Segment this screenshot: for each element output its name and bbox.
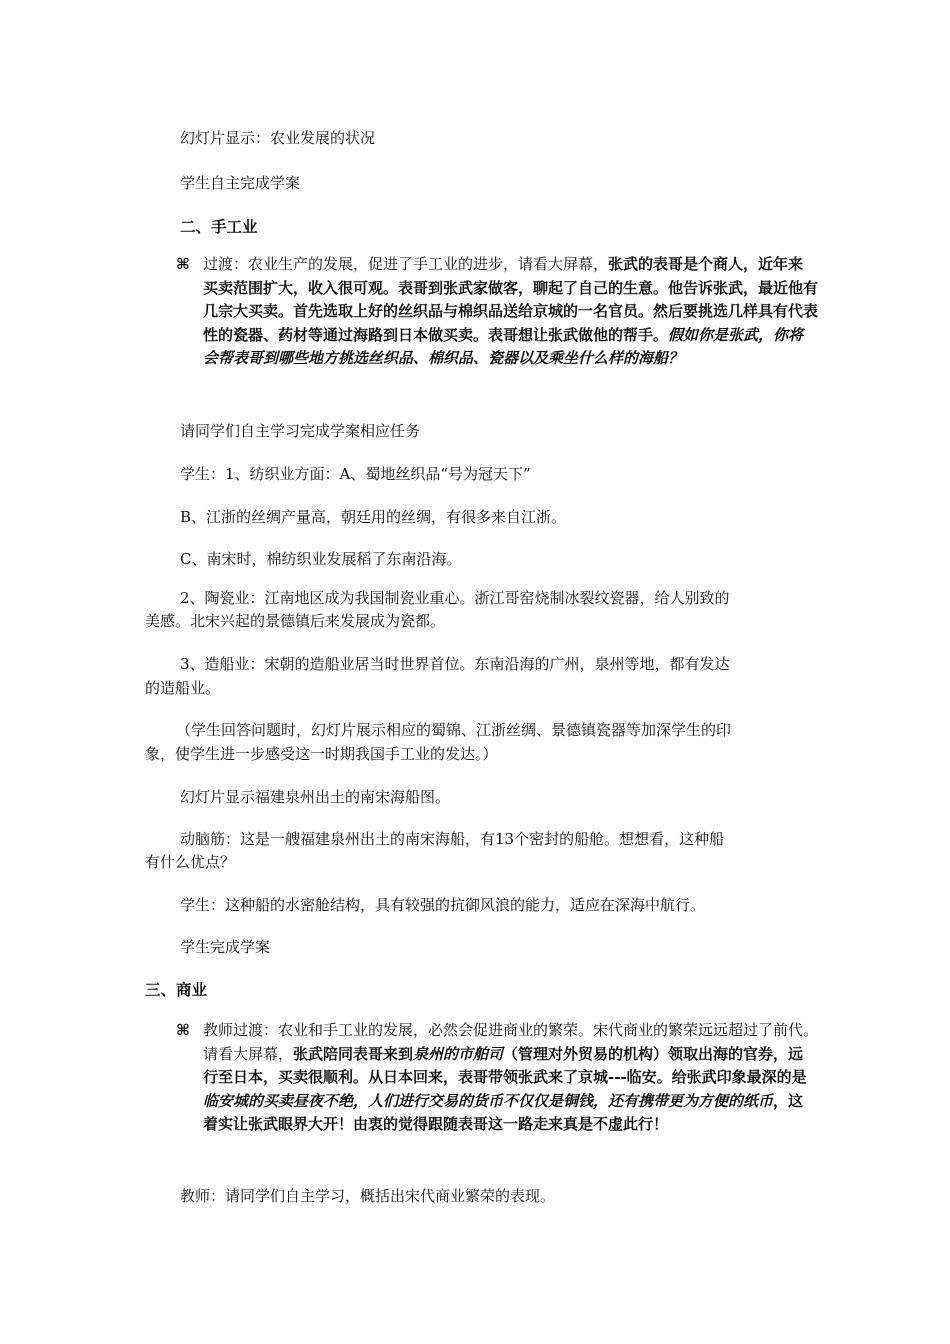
section-heading-commerce: 三、商业	[145, 980, 208, 999]
brainstorm-line-1: 动脑筋：这是一艘福建泉州出土的南宋海船，有13个密封的船舱。想想看，这种船	[180, 830, 725, 848]
transition-intro: 过渡：农业生产的发展，促进了手工业的进步，请看大屏幕，	[203, 255, 609, 273]
note-line-1: （学生回答问题时，幻灯片展示相应的蜀锦、江浙丝绸、景德镇瓷器等加深学生的印	[176, 721, 732, 739]
student-answer-line: 学生：这种船的水密舱结构，具有较强的抗御风浪的能力，适应在深海中航行。	[180, 896, 706, 914]
task-line: 请同学们自主学习完成学案相应任务	[180, 422, 421, 440]
shipbuilding-line-1: 3、造船业：宋朝的造船业居当时世界首位。东南沿海的广州，泉州等地，都有发达	[180, 655, 730, 673]
note-line-2: 象，使学生进一步感受这一时期我国手工业的发达。）	[145, 745, 498, 763]
commerce-bold-2: （管理对外贸易的机构）领取出海的官券，远行至日本，买卖很顺利。从日本回来，表哥带领张武来了京城---临安。给张武印象最深的是	[203, 1044, 807, 1086]
textile-c-line: C、南宋时，棉纺织业发展稻了东南沿海。	[180, 550, 462, 568]
slide-ship-line: 幻灯片显示福建泉州出土的南宋海船图。	[180, 788, 451, 806]
teacher-task-line: 教师：请同学们自主学习，概括出宋代商业繁荣的表现。	[180, 1187, 556, 1205]
transition-paragraph-commerce	[203, 1019, 818, 1137]
story-bold: 张武的表哥是个商人，近年来买卖范围扩大，收入很可观。表哥到张武家做客，聊起了自己的生意。他告诉张武，最近他有几宗大买卖。首先选取上好的丝织品与棉织品送给京城的一名官员。然后要挑选几样具有代表性的瓷器、药材等通过海路到日本做买卖。表哥想让张武做他的帮手。	[203, 255, 819, 344]
commerce-bold-3: ，这着实让张武眼界大开！由衷的觉得跟随表哥这一路走来真是不虚此行！	[203, 1091, 804, 1133]
transition-paragraph-handicraft	[203, 253, 818, 371]
complete-study-line: 学生完成学案	[180, 938, 271, 956]
textile-a-line: 学生：1、纺织业方面：A、蜀地丝织品“号为冠天下”	[180, 465, 531, 483]
shipbuilding-line-2: 的造船业。	[145, 679, 221, 697]
bullet-icon: ⌘	[176, 1021, 190, 1039]
commerce-bold-1: 张武陪同表哥来到	[293, 1044, 414, 1063]
textile-b-line: B、江浙的丝绸产量高，朝廷用的丝绸，有很多来自江浙。	[180, 508, 567, 526]
commerce-italic-1: 泉州的市舶司	[413, 1044, 504, 1063]
commerce-intro: 教师过渡：农业和手工业的发展，必然会促进商业的繁荣。宋代商业的繁荣远远超过了前代。请看大屏幕，	[203, 1021, 819, 1063]
section-heading-handicraft: 二、手工业	[180, 217, 258, 236]
commerce-italic-2: 临安城的买卖昼夜不绝，人们进行交易的货币不仅仅是铜钱，还有携带更为方便的纸币	[203, 1091, 774, 1110]
ceramics-line-1: 2、陶瓷业：江南地区成为我国制瓷业重心。浙江哥窑烧制冰裂纹瓷器，给人别致的	[180, 589, 730, 607]
brainstorm-line-2: 有什么优点？	[145, 853, 236, 871]
bullet-icon: ⌘	[176, 255, 190, 273]
ceramics-line-2: 美感。北宋兴起的景德镇后来发展成为瓷都。	[145, 612, 446, 630]
student-study-line: 学生自主完成学案	[180, 174, 301, 192]
story-question: 假如你是张武，你将会帮表哥到哪些地方挑选丝织品、棉织品、瓷器以及乘坐什么样的海船？	[203, 325, 804, 367]
slide-agriculture-line: 幻灯片显示：农业发展的状况	[180, 129, 376, 147]
